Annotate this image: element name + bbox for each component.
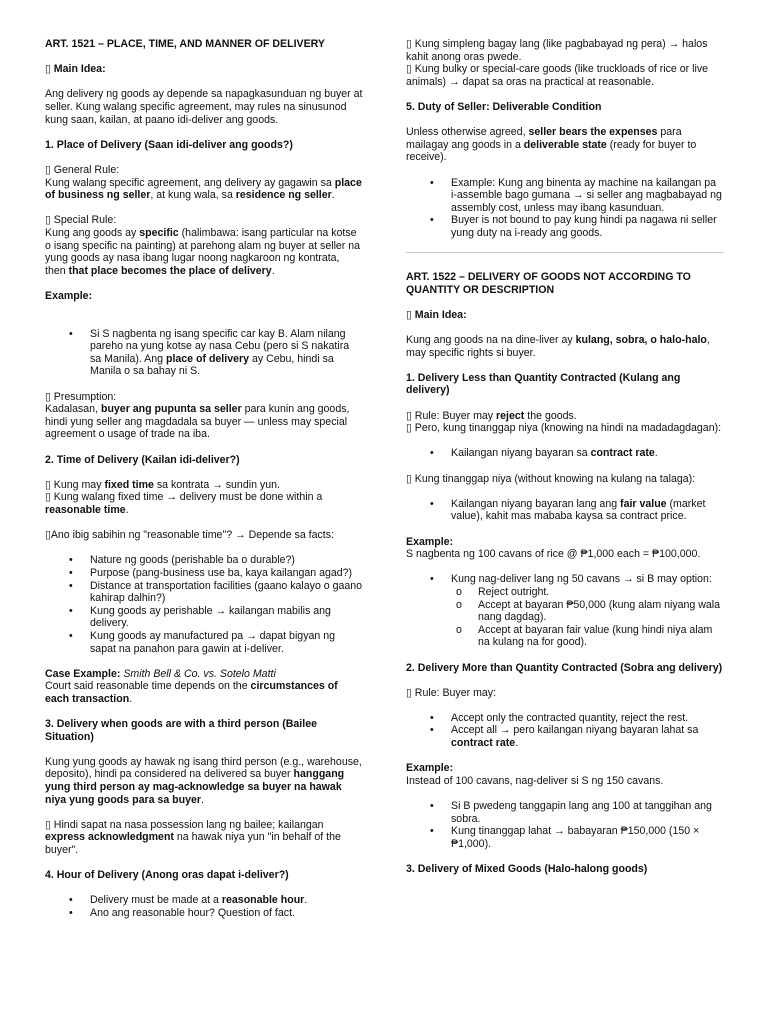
list-item: o Reject outright.	[478, 586, 724, 599]
text-span: Presumption:	[53, 390, 117, 403]
list-item: • Example: Kung ang binenta ay machine na kailangan pa i-assemble bago gumana → si seller ang magbabayad ng assembly cost, unless may ibang kasunduan.	[451, 177, 724, 215]
box-icon: ▯	[406, 308, 412, 321]
text-span: para mailagay ang goods in a	[406, 126, 682, 151]
box-icon: ▯	[406, 409, 412, 422]
text-span: place of business ng seller	[45, 176, 362, 202]
box-icon: ▯	[45, 390, 51, 403]
box-icon: ▯	[45, 163, 51, 176]
example-1	[406, 536, 724, 561]
box-icon: ▯	[45, 63, 51, 76]
text-span: Unless otherwise agreed,	[406, 126, 529, 139]
text-span: Kung bulky or special-care goods (like truckloads of rice or live animals) → dapat sa oras na practical at reasonable.	[406, 63, 709, 88]
text-span: .	[129, 692, 133, 705]
text-span: Kung yung goods ay hawak ng isang third person (e.g., warehouse, deposito), hindi pa considered na delivered sa buyer	[45, 755, 362, 781]
text-span: Kung nag-deliver lang ng 50 cavans → si B may option:	[451, 573, 712, 586]
list-item: o Accept at bayaran ₱50,000 (kung alam niyang wala nang dagdag).	[478, 599, 724, 624]
text-span: Kung tinanggap niya (without knowing na kulang na talaga):	[414, 472, 696, 485]
text-span: Accept all → pero kailangan niyang bayaran lahat sa	[451, 724, 699, 737]
text-span: Kailangan niyang bayaran lang ang	[451, 497, 621, 510]
text-span: kulang, sobra, o halo-halo	[575, 334, 707, 347]
box-icon: ▯	[45, 478, 51, 491]
list-item: • Kung goods ay manufactured pa → dapat bigyan ng sapat na panahon para gawin at i-deliver.	[90, 630, 363, 655]
fair-value-list	[406, 498, 724, 523]
article-1521-title: ART. 1521 – PLACE, TIME, AND MANNER OF DELIVERY	[45, 38, 325, 50]
list-item: o Accept at bayaran fair value (kung hindi niya alam na kulang na for good).	[478, 624, 724, 649]
text-span: specific	[139, 226, 179, 239]
general-rule	[45, 164, 363, 202]
text-span: (market value), kahit mas mababa kaysa sa contract price.	[451, 497, 706, 523]
list-item: • Accept only the contracted quantity, reject the rest.	[451, 712, 724, 725]
main-idea-heading	[406, 309, 724, 322]
box-icon: ▯	[406, 38, 412, 50]
list-item: • Kung goods ay perishable → kailangan mabilis ang delivery.	[90, 605, 363, 630]
box-icon: ▯	[406, 686, 412, 699]
text-span: .	[125, 503, 129, 516]
text-span: deliverable state	[523, 138, 607, 151]
facts-list	[45, 554, 363, 655]
text-span: Case Example:	[45, 667, 124, 680]
box-icon: ▯	[45, 529, 51, 542]
option-list	[451, 586, 724, 649]
box-icon: ▯	[45, 214, 51, 227]
list-item: • Nature ng goods (perishable ba o durable?)	[90, 554, 363, 567]
mixed-goods-heading: 3. Delivery of Mixed Goods (Halo-halong goods)	[406, 863, 648, 875]
text-span: .	[331, 189, 335, 202]
text-span: Kung may	[53, 478, 105, 491]
text-span: sa kontrata → sundin yun.	[153, 478, 280, 491]
list-item	[451, 724, 724, 749]
text-span: General Rule:	[53, 163, 120, 176]
hour-list	[45, 894, 363, 919]
text-span: buyer ang pupunta sa seller	[100, 403, 242, 416]
more-quantity-list	[406, 712, 724, 750]
text-span: Kadalasan,	[45, 403, 101, 416]
text-span: (ready for buyer to receive).	[406, 138, 697, 164]
fixed-time-rule	[45, 479, 363, 517]
text-span: reasonable hour	[221, 894, 305, 907]
text-span: .	[271, 264, 275, 277]
text-span: express acknowledgment	[45, 831, 174, 844]
left-column	[45, 38, 363, 932]
duty-list	[406, 177, 724, 240]
text-span: na hawak niya yun "in behalf of the buyer".	[45, 831, 341, 856]
box-icon: ▯	[45, 491, 51, 504]
text-span: Main Idea:	[53, 63, 106, 76]
text-span: hanggang yung third person ay mag-acknowledge sa buyer na hawak niya yung goods para sa buyer	[45, 768, 345, 806]
hour-of-delivery-heading: 4. Hour of Delivery (Anong oras dapat i-deliver?)	[45, 869, 289, 882]
text-span: Main Idea:	[414, 308, 467, 321]
case-example	[45, 668, 363, 706]
less-quantity-rule	[406, 410, 724, 435]
example-2	[406, 762, 724, 787]
example-2-list	[406, 800, 724, 850]
section-divider	[406, 252, 724, 253]
text-span: .	[304, 894, 308, 907]
text-span: .	[515, 737, 519, 750]
contract-rate-list	[406, 447, 724, 460]
text-span: Kung walang fixed time → delivery must be done within a	[53, 491, 323, 504]
hour-examples	[406, 38, 724, 88]
presumption	[45, 391, 363, 441]
place-of-delivery-heading: 1. Place of Delivery (Saan idi-deliver ang goods?)	[45, 138, 293, 151]
main-idea-text	[406, 334, 724, 359]
list-item	[451, 447, 724, 460]
text-span: Rule: Buyer may:	[414, 686, 497, 699]
list-item: • Ano ang reasonable hour? Question of fact.	[90, 907, 363, 920]
text-span: para kunin ang goods, hindi yung seller ang magdadala sa buyer — unless may special agreement o usage of trade na iba.	[45, 403, 350, 441]
text-span: Si S nagbenta ng isang specific car kay B. Alam nilang pareho na yung kotse ay nasa Cebu (pero si S nakatira sa Manila). Ang	[90, 327, 350, 365]
text-span: seller bears the expenses	[528, 126, 658, 139]
duty-of-seller-heading: 5. Duty of Seller: Deliverable Condition	[406, 100, 602, 113]
text-span: Special Rule:	[53, 214, 117, 227]
text-span: Kung walang specific agreement, ang delivery ay gagawin sa	[45, 176, 335, 189]
text-span: Kung ang goods na na dine-liver ay	[406, 334, 576, 347]
text-span: Pero, kung tinanggap niya (knowing na hindi na madadagdagan):	[414, 422, 722, 435]
box-icon: ▯	[406, 63, 412, 76]
box-icon: ▯	[406, 472, 412, 485]
bailee-text	[45, 819, 363, 857]
reasonable-time-question	[45, 529, 363, 542]
list-item	[451, 498, 724, 523]
list-item: • Purpose (pang-business use ba, kaya kailangan agad?)	[90, 567, 363, 580]
time-of-delivery-heading: 2. Time of Delivery (Kailan idi-deliver?)	[45, 453, 240, 466]
list-item	[90, 328, 363, 378]
text-span: contract rate	[590, 447, 655, 460]
text-span: ay Cebu, hindi sa Manila o sa bahay ni S.	[90, 352, 334, 378]
text-span: reasonable time	[45, 503, 126, 516]
third-person-heading: 3. Delivery when goods are with a third person (Bailee Situation)	[45, 718, 317, 743]
list-item: • Si B pwedeng tanggapin lang ang 100 at tanggihan ang sobra.	[451, 800, 724, 825]
text-span: Ano ibig sabihin ng "reasonable time"? → Depende sa facts:	[50, 529, 334, 542]
text-span: , may specific rights si buyer.	[406, 334, 710, 359]
text-span: contract rate	[451, 737, 516, 750]
text-span: Kailangan niyang bayaran sa	[451, 447, 591, 460]
text-span: fixed time	[104, 478, 154, 491]
text-span: , at kung wala, sa	[150, 189, 236, 202]
more-quantity-heading: 2. Delivery More than Quantity Contracted (Sobra ang delivery)	[406, 661, 723, 674]
example-1-list	[406, 573, 724, 649]
text-span: Court said reasonable time depends on the	[45, 680, 251, 693]
more-quantity-rule	[406, 687, 724, 700]
text-span: Hindi sapat na nasa possession lang ng bailee; kailangan	[53, 818, 324, 831]
third-person-text	[45, 756, 363, 806]
text-span: residence ng seller	[235, 189, 332, 202]
box-icon: ▯	[45, 818, 51, 831]
example-label: Example:	[45, 289, 93, 302]
list-item: • Kung tinanggap lahat → babayaran ₱150,000 (150 × ₱1,000).	[451, 825, 724, 850]
less-quantity-heading: 1. Delivery Less than Quantity Contracted (Kulang ang delivery)	[406, 371, 681, 397]
text-span: the goods.	[524, 409, 577, 422]
text-span: .	[654, 447, 658, 460]
text-span: Delivery must be made at a	[90, 894, 222, 907]
text-span: Kung simpleng bagay lang (like pagbabayad ng pera) → halos kahit anong oras pwede.	[406, 38, 708, 63]
text-span: Kung ang goods ay	[45, 226, 140, 239]
text-span: S nagbenta ng 100 cavans of rice @ ₱1,000 each = ₱100,000.	[406, 548, 701, 561]
main-idea-text: Ang delivery ng goods ay depende sa napagkasunduan ng buyer at seller. Kung walang specific agreement, may rules na sinusunod kung saan, kailan, at paano idi-deliver ang goods.	[45, 88, 363, 126]
list-item	[90, 894, 363, 907]
text-span: Example:	[406, 535, 454, 548]
text-span: Instead of 100 cavans, nag-deliver si S ng 150 cavans.	[406, 774, 664, 787]
special-rule	[45, 214, 363, 277]
duty-of-seller-text	[406, 126, 724, 164]
article-1522-title: ART. 1522 – DELIVERY OF GOODS NOT ACCORDING TO QUANTITY OR DESCRIPTION	[406, 271, 691, 296]
box-icon: ▯	[406, 422, 412, 435]
text-span: place of delivery	[165, 352, 249, 365]
text-span: (halimbawa: isang particular na kotse o isang specific na painting) at parehong alam ng buyer at seller na yung goods ay nasa ibang lugar noong nagkaroon ng kontrata, then	[45, 226, 361, 277]
list-item	[451, 573, 724, 649]
text-span: reject	[496, 409, 525, 422]
example-list	[45, 328, 363, 378]
list-item: • Buyer is not bound to pay kung hindi pa nagawa ni seller yung duty na i-ready ang goods.	[451, 214, 724, 239]
right-column	[406, 38, 724, 888]
text-span: .	[201, 793, 204, 806]
text-span: Rule: Buyer may	[414, 409, 497, 422]
text-span: fair value	[620, 497, 667, 510]
main-idea-heading	[45, 63, 363, 76]
list-item: • Distance at transportation facilities (gaano kalayo o gaano kahirap dalhin?)	[90, 580, 363, 605]
text-span: circumstances of each transaction	[45, 680, 338, 705]
text-span: Smith Bell & Co. vs. Sotelo Matti	[123, 667, 276, 680]
text-span: Example:	[406, 762, 454, 775]
text-span: that place becomes the place of delivery	[68, 264, 272, 277]
without-knowing-text	[406, 473, 724, 486]
